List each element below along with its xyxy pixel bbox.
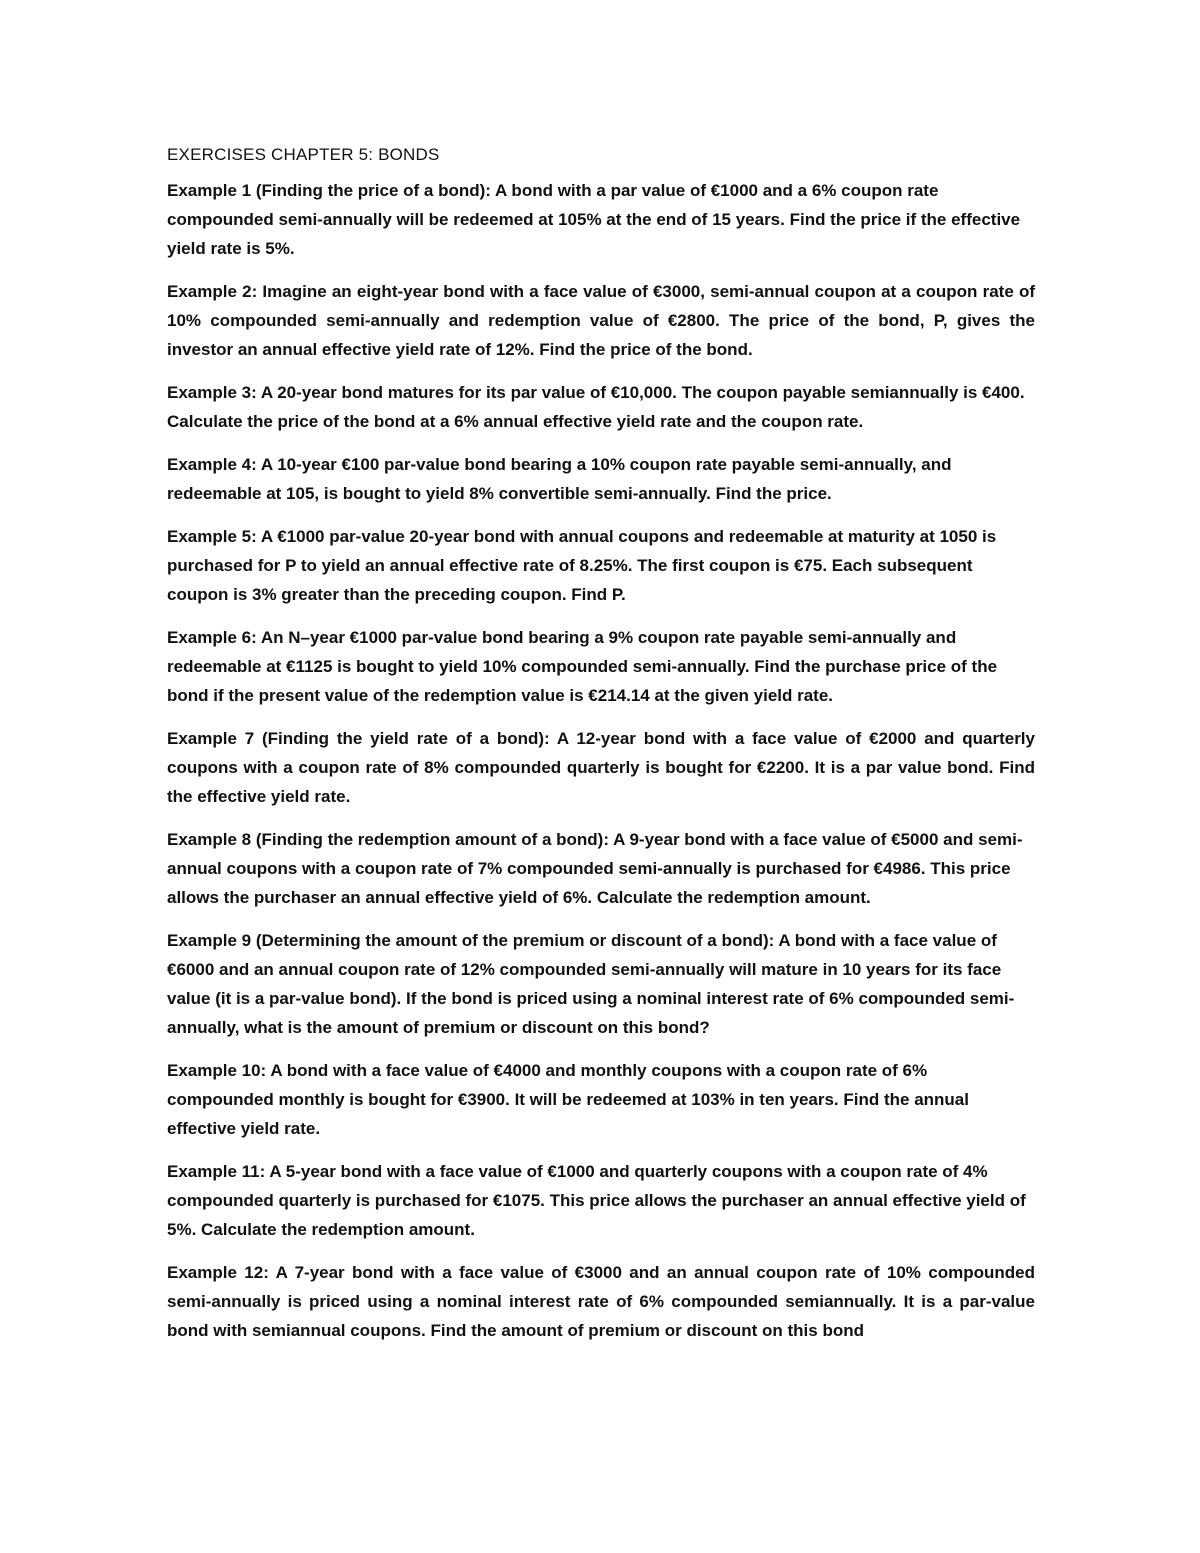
exercise-text: A 9-year bond with a face value of €5000 and semi-annual coupons with a coupon rate of 7% compounded semi-annually is purchased for €4986. This price allows the purchaser an annual effective yield of 6%. Calculate the redemption amount. (167, 830, 1023, 907)
exercise-label: Example 2: (167, 282, 258, 301)
document-body (167, 140, 1035, 1359)
exercise-text: A bond with a par value of €1000 and a 6% coupon rate compounded semi-annually will be redeemed at 105% at the end of 15 years. Find the price if the effective yield rate is 5%. (167, 181, 1021, 258)
exercise-6 (167, 623, 1035, 710)
exercise-3 (167, 378, 1035, 436)
exercise-10 (167, 1056, 1035, 1143)
exercise-label: Example 12: (167, 1263, 269, 1282)
exercise-11 (167, 1157, 1035, 1244)
exercise-4 (167, 450, 1035, 508)
exercise-2 (167, 277, 1035, 364)
exercise-label: Example 9 (Determining the amount of the premium or discount of a bond): (167, 931, 775, 950)
exercise-label: Example 4: (167, 455, 257, 474)
exercise-label: Example 3: (167, 383, 257, 402)
exercise-8 (167, 825, 1035, 912)
exercise-12 (167, 1258, 1035, 1345)
exercise-7 (167, 724, 1035, 811)
exercise-text: A bond with a face value of €4000 and monthly coupons with a coupon rate of 6% compounded monthly is bought for €3900. It will be redeemed at 103% in ten years. Find the annual effective yield rate. (167, 1061, 969, 1138)
exercise-text: A bond with a face value of €6000 and an annual coupon rate of 12% compounded semi-annually will mature in 10 years for its face value (it is a par-value bond). If the bond is priced using a nominal interest rate of 6% compounded semi-annually, what is the amount of premium or discount on this bond? (167, 931, 1015, 1037)
exercise-label: Example 10: (167, 1061, 267, 1080)
exercise-label: Example 7 (Finding the yield rate of a bond): (167, 729, 550, 748)
exercise-text: A 5-year bond with a face value of €1000 and quarterly coupons with a coupon rate of 4% compounded quarterly is purchased for €1075. This price allows the purchaser an annual effective yield of 5%. Calculate the redemption amount. (167, 1162, 1026, 1239)
exercise-text: A 10-year €100 par-value bond bearing a 10% coupon rate payable semi-annually, and redeemable at 105, is bought to yield 8% convertible semi-annually. Find the price. (167, 455, 952, 503)
document-title: EXERCISES CHAPTER 5: BONDS (167, 145, 440, 164)
exercise-text: A 20-year bond matures for its par value of €10,000. The coupon payable semiannually is €400. Calculate the price of the bond at a 6% annual effective yield rate and the coupon rate. (167, 383, 1025, 431)
exercise-text: Imagine an eight-year bond with a face value of €3000, semi-annual coupon at a coupon rate of 10% compounded semi-annually and redemption value of €2800. The price of the bond, P, gives the investor an annual effective yield rate of 12%. Find the price of the bond. (167, 282, 1036, 359)
exercise-label: Example 8 (Finding the redemption amount of a bond): (167, 830, 609, 849)
exercise-label: Example 1 (Finding the price of a bond): (167, 181, 491, 200)
exercise-text: An N–year €1000 par-value bond bearing a 9% coupon rate payable semi-annually and redeemable at €1125 is bought to yield 10% compounded semi-annually. Find the purchase price of the bond if the present value of the redemption value is €214.14 at the given yield rate. (167, 628, 998, 705)
exercise-1 (167, 176, 1035, 263)
exercise-text: A 12-year bond with a face value of €2000 and quarterly coupons with a coupon rate of 8% compounded quarterly is bought for €2200. It is a par value bond. Find the effective yield rate. (167, 729, 1035, 806)
exercise-text: A 7-year bond with a face value of €3000 and an annual coupon rate of 10% compounded semi-annually is priced using a nominal interest rate of 6% compounded semiannually. It is a par-value bond with semiannual coupons. Find the amount of premium or discount on this bond (167, 1263, 1035, 1340)
exercise-9 (167, 926, 1035, 1042)
exercise-label: Example 11: (167, 1162, 266, 1181)
exercise-5 (167, 522, 1035, 609)
exercise-text: A €1000 par-value 20-year bond with annual coupons and redeemable at maturity at 1050 is purchased for P to yield an annual effective rate of 8.25%. The first coupon is €75. Each subsequent coupon is 3% greater than the preceding coupon. Find P. (167, 527, 997, 604)
exercise-label: Example 6: (167, 628, 257, 647)
exercise-label: Example 5: (167, 527, 257, 546)
